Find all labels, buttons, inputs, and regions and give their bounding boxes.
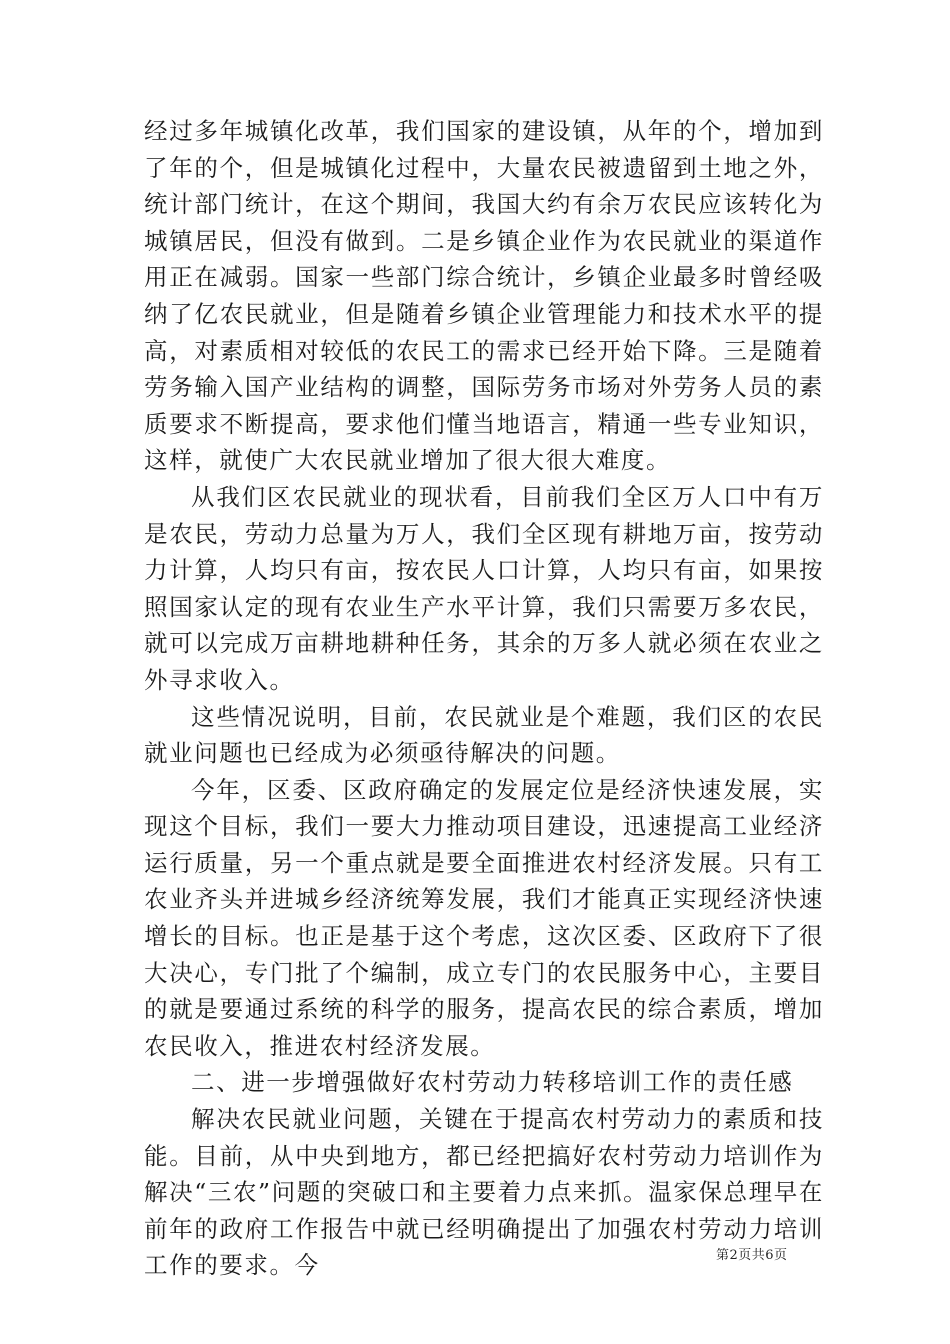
page-number-footer: 第2页共6页 — [716, 1248, 788, 1263]
section-heading: 二、进一步增强做好农村劳动力转移培训工作的责任感 — [191, 1068, 794, 1097]
paragraph-2: 从我们区农民就业的现状看，目前我们全区万人口中有万是农民，劳动力总量为万人，我们全区现有耕地万亩，按劳动力计算，人均只有亩，按农民人口计算，人均只有亩，如果按照国家认定的现有农业生产水平计算，我们只需要万多农民，就可以完成万亩耕地耕种任务，其余的万多人就必须在农业之外寻求收入。 — [144, 482, 824, 694]
paragraph-4: 今年，区委、区政府确定的发展定位是经济快速发展，实现这个目标，我们一要大力推动项目建设，迅速提高工业经济运行质量，另一个重点就是要全面推进农村经济发展。只有工农业齐头并进城乡经济统筹发展，我们才能真正实现经济快速增长的目标。也正是基于这个考虑，这次区委、区政府下了很大决心，专门批了个编制，成立专门的农民服务中心，主要目的就是要通过系统的科学的服务，提高农民的综合素质，增加农民收入，推进农村经济发展。 — [144, 775, 824, 1060]
paragraph-1: 经过多年城镇化改革，我们国家的建设镇，从年的个，增加到了年的个，但是城镇化过程中，大量农民被遗留到土地之外，统计部门统计，在这个期间，我国大约有余万农民应该转化为城镇居民，但没有做到。二是乡镇企业作为农民就业的渠道作用正在减弱。国家一些部门综合统计，乡镇企业最多时曾经吸纳了亿农民就业，但是随着乡镇企业管理能力和技术水平的提高，对素质相对较低的农民工的需求已经开始下降。三是随着劳务输入国产业结构的调整，国际劳务市场对外劳务人员的素质要求不断提高，要求他们懂当地语言，精通一些专业知识，这样，就使广大农民就业增加了很大很大难度。 — [144, 117, 824, 475]
document-body — [144, 113, 824, 1284]
paragraph-5: 解决农民就业问题，关键在于提高农村劳动力的素质和技能。目前，从中央到地方，都已经把搞好农村劳动力培训作为解决“三农”问题的突破口和主要着力点来抓。温家保总理早在前年的政府工作报告中就已经明确提出了加强农村劳动力培训工作的要求。今 — [144, 1105, 824, 1280]
paragraph-3: 这些情况说明，目前，农民就业是个难题，我们区的农民就业问题也已经成为必须亟待解决的问题。 — [144, 702, 824, 768]
